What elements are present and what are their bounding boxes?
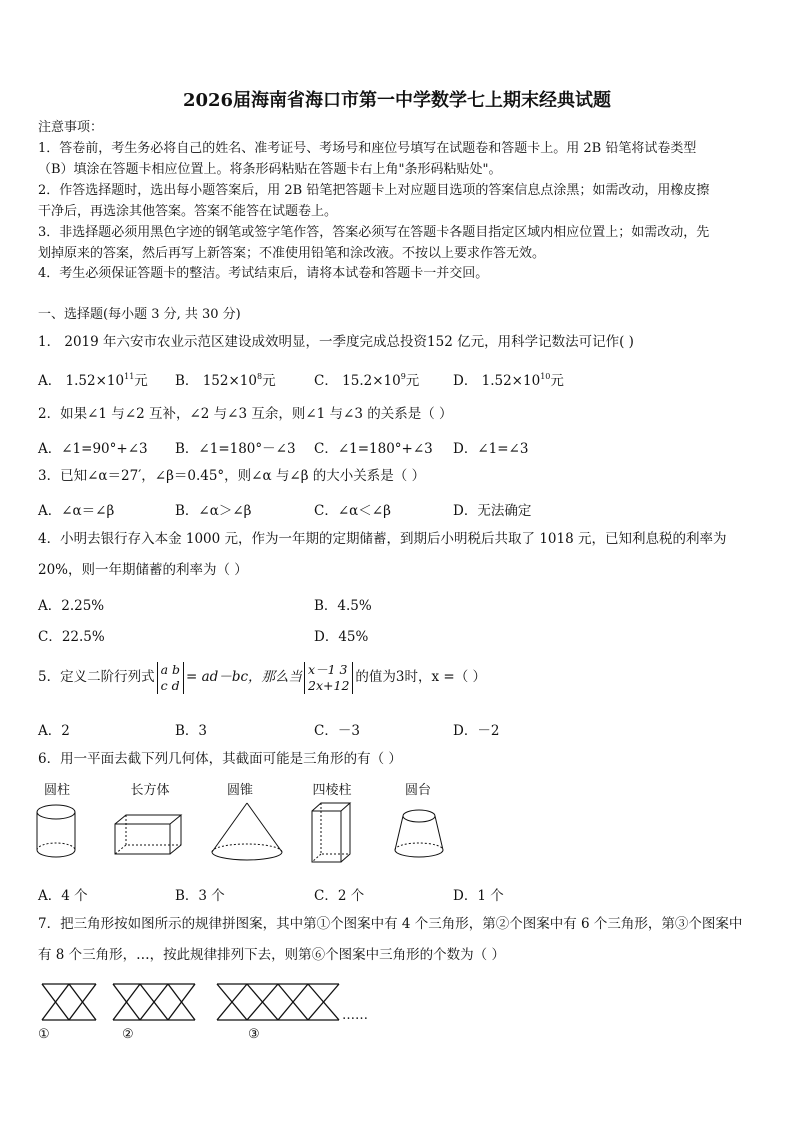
q6-option-c: C．2 个 <box>314 888 365 904</box>
q3-option-b: B．∠α＞∠β <box>175 503 252 519</box>
determinant-definition: a b c d <box>157 662 184 694</box>
question-5-stem: 5．定义二阶行列式 a b c d = ad－bc，那么当 x－1 3 2x+12 的值为3时，x =（ ） <box>38 661 487 693</box>
q4-option-a: A．2.25% <box>38 598 105 614</box>
pattern-label-3: ③ <box>248 1027 260 1042</box>
question-4-stem: 4．小明去银行存入本金 1000 元，作为一年期的定期储蓄，到期后小明税后共取了 1018 元，已知利息税的利率为 <box>38 531 727 547</box>
section-heading: 一、选择题(每小题 3 分, 共 30 分) <box>38 307 241 322</box>
question-7-stem: 7．把三角形按如图所示的规律拼图案，其中第①个图案中有 4 个三角形，第②个图案中有 6 个三角形，第③个图案中 <box>38 916 743 932</box>
determinant-expression: x－1 3 2x+12 <box>304 662 353 694</box>
question-2-stem: 2．如果∠1 与∠2 互补，∠2 与∠3 互余，则∠1 与∠3 的关系是（ ） <box>38 406 453 422</box>
q3-option-d: D．无法确定 <box>453 503 532 519</box>
solid-label-cone: 圆锥 <box>226 783 253 798</box>
solid-label-cylinder: 圆柱 <box>43 783 70 798</box>
notice-line: 4．考生必须保证答题卡的整洁。考试结束后，请将本试卷和答题卡一并交回。 <box>38 266 489 281</box>
question-3-stem: 3．已知∠α＝27′，∠β＝0.45°，则∠α 与∠β 的大小关系是（ ） <box>38 468 426 484</box>
q3-option-a: A．∠α＝∠β <box>38 503 115 519</box>
q4-option-c: C．22.5% <box>38 629 105 645</box>
solid-label-cuboid: 长方体 <box>130 783 170 798</box>
q5-option-d: D．－2 <box>453 723 500 739</box>
q6-option-a: A．4 个 <box>38 888 88 904</box>
q1-option-b: B． $152\times 10^8$元 <box>175 372 276 389</box>
cone-figure <box>211 802 283 864</box>
page-title: 2026届海南省海口市第一中学数学七上期末经典试题 <box>182 90 612 111</box>
q1-option-a: A． $1.52\times 10^{11}$元 <box>38 372 148 389</box>
q5-option-b: B．3 <box>175 723 208 739</box>
solid-label-prism: 四棱柱 <box>312 783 352 798</box>
q5-option-c: C．－3 <box>314 723 360 739</box>
cylinder-figure <box>36 802 78 862</box>
q3-option-c: C．∠α＜∠β <box>314 503 391 519</box>
q6-option-d: D．1 个 <box>453 888 504 904</box>
triangle-pattern-2 <box>112 983 196 1021</box>
q2-option-b: B．∠1=180°－∠3 <box>175 441 296 457</box>
q2-option-d: D．∠1=∠3 <box>453 441 529 457</box>
prism-figure <box>311 802 353 864</box>
q1-option-c: C． $15.2\times 10^9$元 <box>314 372 420 389</box>
notice-line: （B）填涂在答题卡相应位置上。将条形码粘贴在答题卡右上角"条形码粘贴处"。 <box>38 162 502 177</box>
q4-option-d: D．45% <box>314 629 369 645</box>
q1-option-d: D． $1.52\times 10^{10}$元 <box>453 372 564 389</box>
triangle-pattern-1 <box>41 983 97 1021</box>
q6-option-b: B．3 个 <box>175 888 225 904</box>
notice-line: 干净后，再选涂其他答案。答案不能答在试题卷上。 <box>38 204 338 219</box>
frustum-figure <box>394 808 444 860</box>
notice-line: 1．答卷前，考生务必将自己的姓名、准考证号、考场号和座位号填写在试题卷和答题卡上。用 2B 铅笔将试卷类型 <box>38 141 697 156</box>
notice-line: 3．非选择题必须用黑色字迹的钢笔或签字笔作答，答案必须写在答题卡各题目指定区域内相应位置上；如需改动，先 <box>38 225 710 240</box>
question-1-stem: 1． 2019 年六安市农业示范区建设成效明显，一季度完成总投资152 亿元，用科学记数法可记作( ) <box>38 334 634 350</box>
q2-option-a: A．∠1=90°+∠3 <box>38 441 148 457</box>
notice-heading: 注意事项： <box>38 120 104 135</box>
q5-option-a: A．2 <box>38 723 70 739</box>
pattern-label-1: ① <box>38 1027 50 1042</box>
cuboid-figure <box>114 814 184 859</box>
pattern-label-2: ② <box>122 1027 134 1042</box>
notice-line: 划掉原来的答案，然后再写上新答案；不准使用铅笔和涂改液。不按以上要求作答无效。 <box>38 246 546 261</box>
q2-option-c: C．∠1=180°+∠3 <box>314 441 433 457</box>
notice-line: 2．作答选择题时，选出每小题答案后，用 2B 铅笔把答题卡上对应题目选项的答案信息点涂黑；如需改动，用橡皮擦 <box>38 183 710 198</box>
pattern-ellipsis: …… <box>342 1008 368 1023</box>
q4-option-b: B．4.5% <box>314 598 372 614</box>
triangle-pattern-3 <box>216 983 340 1021</box>
question-7-stem-cont: 有 8 个三角形，…，按此规律排列下去，则第⑥个图案中三角形的个数为（ ） <box>38 947 505 963</box>
question-6-stem: 6．用一平面去截下列几何体，其截面可能是三角形的有（ ） <box>38 751 402 767</box>
solid-label-frustum: 圆台 <box>404 783 431 798</box>
question-4-stem-cont: 20%，则一年期储蓄的利率为（ ） <box>38 562 248 578</box>
